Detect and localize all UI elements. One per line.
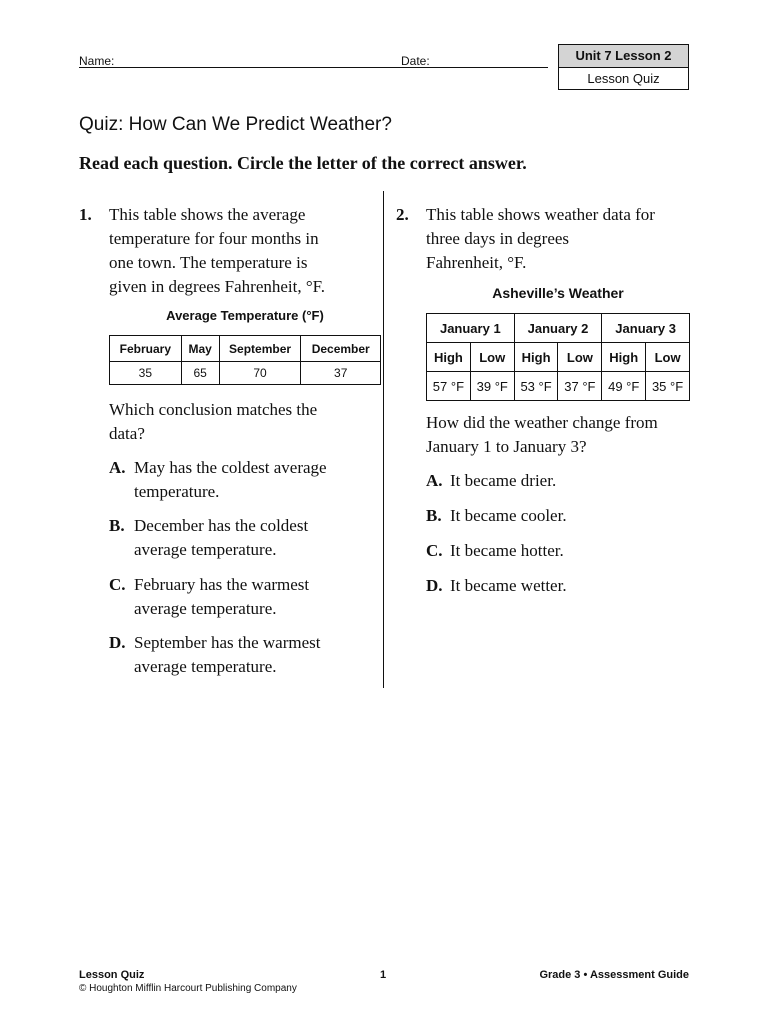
table-cell: 57 °F — [427, 372, 471, 401]
table-header-cell: May — [181, 336, 219, 362]
q2-prompt-line: How did the weather change from — [426, 413, 658, 432]
name-date-line[interactable] — [79, 67, 548, 68]
q1-table-caption: Average Temperature (°F) — [166, 308, 324, 323]
quiz-title: Quiz: How Can We Predict Weather? — [79, 114, 392, 135]
table-cell: 70 — [219, 362, 301, 385]
q2-weather-table — [426, 313, 690, 401]
q1-number: 1. — [79, 205, 92, 224]
option-letter: A. — [109, 458, 126, 477]
option-text: September has the warmest — [134, 633, 321, 652]
high-low-header: Low — [646, 343, 690, 372]
name-label: Name: — [79, 54, 115, 68]
table-cell: 65 — [181, 362, 219, 385]
option-letter: D. — [426, 576, 443, 595]
q1-option-d[interactable] — [109, 631, 320, 679]
option-letter: D. — [109, 633, 126, 652]
option-text: average temperature. — [134, 599, 277, 618]
day-header: January 3 — [602, 314, 690, 343]
table-cell: 49 °F — [602, 372, 646, 401]
footer-right: Grade 3 • Assessment Guide — [539, 969, 689, 981]
table-row — [427, 372, 690, 401]
day-header: January 2 — [514, 314, 602, 343]
q2-option-d[interactable] — [426, 574, 567, 598]
day-header: January 1 — [427, 314, 515, 343]
q2-text-line: Fahrenheit, °F. — [426, 253, 527, 272]
high-low-header: Low — [470, 343, 514, 372]
table-cell: 35 — [110, 362, 182, 385]
q2-text-line: three days in degrees — [426, 229, 570, 248]
q2-text — [426, 203, 655, 275]
option-text: average temperature. — [134, 540, 277, 559]
q1-prompt-line: data? — [109, 424, 145, 443]
q1-text — [109, 203, 325, 299]
option-letter: B. — [426, 506, 442, 525]
table-header-row — [110, 336, 381, 362]
option-letter: A. — [426, 471, 443, 490]
table-cell: 39 °F — [470, 372, 514, 401]
q2-prompt-line: January 1 to January 3? — [426, 437, 587, 456]
table-header-cell: September — [219, 336, 301, 362]
q1-text-line: one town. The temperature is — [109, 253, 308, 272]
high-low-header: High — [427, 343, 471, 372]
table-cell: 37 °F — [558, 372, 602, 401]
q1-text-line: This table shows the average — [109, 205, 306, 224]
copyright: © Houghton Mifflin Harcourt Publishing Company — [79, 983, 297, 994]
option-text: It became hotter. — [450, 541, 564, 560]
option-text: temperature. — [134, 482, 220, 501]
option-letter: C. — [109, 575, 126, 594]
unit-lesson-box — [558, 44, 689, 90]
table-subheader-row — [427, 343, 690, 372]
q1-text-line: temperature for four months in — [109, 229, 319, 248]
option-letter: B. — [109, 516, 125, 535]
q1-prompt-line: Which conclusion matches the — [109, 400, 318, 419]
q1-option-b[interactable] — [109, 514, 308, 562]
option-letter: C. — [426, 541, 443, 560]
unit-lesson-label: Unit 7 Lesson 2 — [559, 45, 688, 68]
q1-prompt — [109, 398, 317, 446]
footer-left: Lesson Quiz — [79, 969, 145, 981]
q2-number: 2. — [396, 205, 409, 224]
table-row — [110, 362, 381, 385]
q1-option-c[interactable] — [109, 573, 309, 621]
column-divider — [383, 191, 384, 688]
q2-table-caption: Asheville’s Weather — [492, 285, 624, 301]
quiz-type-label: Lesson Quiz — [587, 71, 660, 86]
date-label: Date: — [401, 54, 430, 68]
table-cell: 35 °F — [646, 372, 690, 401]
table-header-cell: February — [110, 336, 182, 362]
option-text: February has the warmest — [134, 575, 310, 594]
page-number: 1 — [380, 969, 387, 981]
q2-text-line: This table shows weather data for — [426, 205, 655, 224]
option-text: It became drier. — [450, 471, 557, 490]
high-low-header: High — [602, 343, 646, 372]
q2-option-b[interactable] — [426, 504, 567, 528]
q1-temperature-table — [109, 335, 381, 385]
table-cell: 37 — [301, 362, 381, 385]
instructions: Read each question. Circle the letter of the correct answer. — [79, 153, 527, 173]
table-cell: 53 °F — [514, 372, 558, 401]
q1-text-line: given in degrees Fahrenheit, °F. — [109, 277, 325, 296]
q2-option-a[interactable] — [426, 469, 556, 493]
option-text: average temperature. — [134, 657, 277, 676]
option-text: It became wetter. — [450, 576, 567, 595]
high-low-header: High — [514, 343, 558, 372]
option-text: May has the coldest average — [134, 458, 327, 477]
high-low-header: Low — [558, 343, 602, 372]
table-header-cell: December — [301, 336, 381, 362]
q2-prompt — [426, 411, 658, 459]
table-header-row — [427, 314, 690, 343]
q2-option-c[interactable] — [426, 539, 564, 563]
option-text: December has the coldest — [134, 516, 309, 535]
q1-option-a[interactable] — [109, 456, 327, 504]
option-text: It became cooler. — [450, 506, 567, 525]
